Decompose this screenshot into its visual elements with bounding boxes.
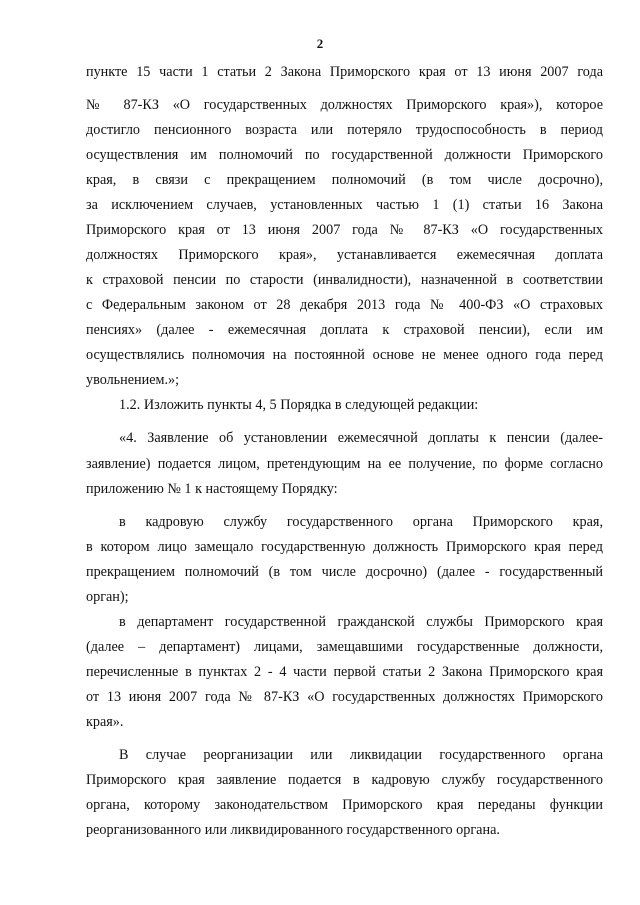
text-line: за исключением случаев, установленных частью 1 (1) статьи 16 Закона (86, 197, 603, 213)
text-line: в кадровую службу государственного органа Приморского края, (119, 514, 603, 530)
text-line: прекращением полномочий (в том числе досрочно) (далее - государственный (86, 564, 603, 580)
text-line: реорганизованного или ликвидированного государственного органа. (86, 822, 500, 838)
text-line: Приморского края заявление подается в кадровую службу государственного (86, 772, 603, 788)
text-line: В случае реорганизации или ликвидации государственного органа (119, 747, 603, 763)
text-line: Приморского края от 13 июня 2007 года № 87-КЗ «О государственных (86, 222, 603, 238)
text-line: пенсиях» (далее - ежемесячная доплата к страховой пенсии), если им (86, 322, 603, 338)
text-line: «4. Заявление об установлении ежемесячной доплаты к пенсии (далее- (119, 430, 603, 446)
text-line: пункте 15 части 1 статьи 2 Закона Приморского края от 13 июня 2007 года (86, 64, 603, 80)
text-line: осуществления им полномочий по государственной должности Приморского (86, 147, 603, 163)
text-line: края». (86, 714, 124, 730)
text-line: от 13 июня 2007 года № 87-КЗ «О государственных должностях Приморского (86, 689, 603, 705)
text-line: № 87-КЗ «О государственных должностях Приморского края»), которое (86, 97, 603, 113)
text-line: орган); (86, 589, 129, 605)
text-line: должностях Приморского края», устанавливается ежемесячная доплата (86, 247, 603, 263)
text-line: к страховой пенсии по старости (инвалидности), назначенной в соответствии (86, 272, 603, 288)
text-line: достигло пенсионного возраста или потеряло трудоспособность в период (86, 122, 603, 138)
text-line: с Федеральным законом от 28 декабря 2013 года № 400-ФЗ «О страховых (86, 297, 603, 313)
text-line: 1.2. Изложить пункты 4, 5 Порядка в следующей редакции: (119, 397, 479, 413)
text-line: увольнением.»; (86, 372, 180, 388)
text-line: в департамент государственной гражданской службы Приморского края (119, 614, 603, 630)
text-line: края, в связи с прекращением полномочий (в том числе досрочно), (86, 172, 603, 188)
text-line: приложению № 1 к настоящему Порядку: (86, 481, 338, 497)
text-line: заявление) подается лицом, претендующим на ее получение, по форме согласно (86, 456, 603, 472)
text-line: (далее – департамент) лицами, замещавшими государственные должности, (86, 639, 603, 655)
page-number: 2 (316, 36, 324, 51)
text-line: перечисленные в пунктах 2 - 4 части первой статьи 2 Закона Приморского края (86, 664, 603, 680)
text-line: органа, которому законодательством Приморского края переданы функции (86, 797, 603, 813)
text-line: осуществлялись полномочия на постоянной основе не менее одного года перед (86, 347, 603, 363)
text-line: в котором лицо замещало государственную должность Приморского края перед (86, 539, 603, 555)
